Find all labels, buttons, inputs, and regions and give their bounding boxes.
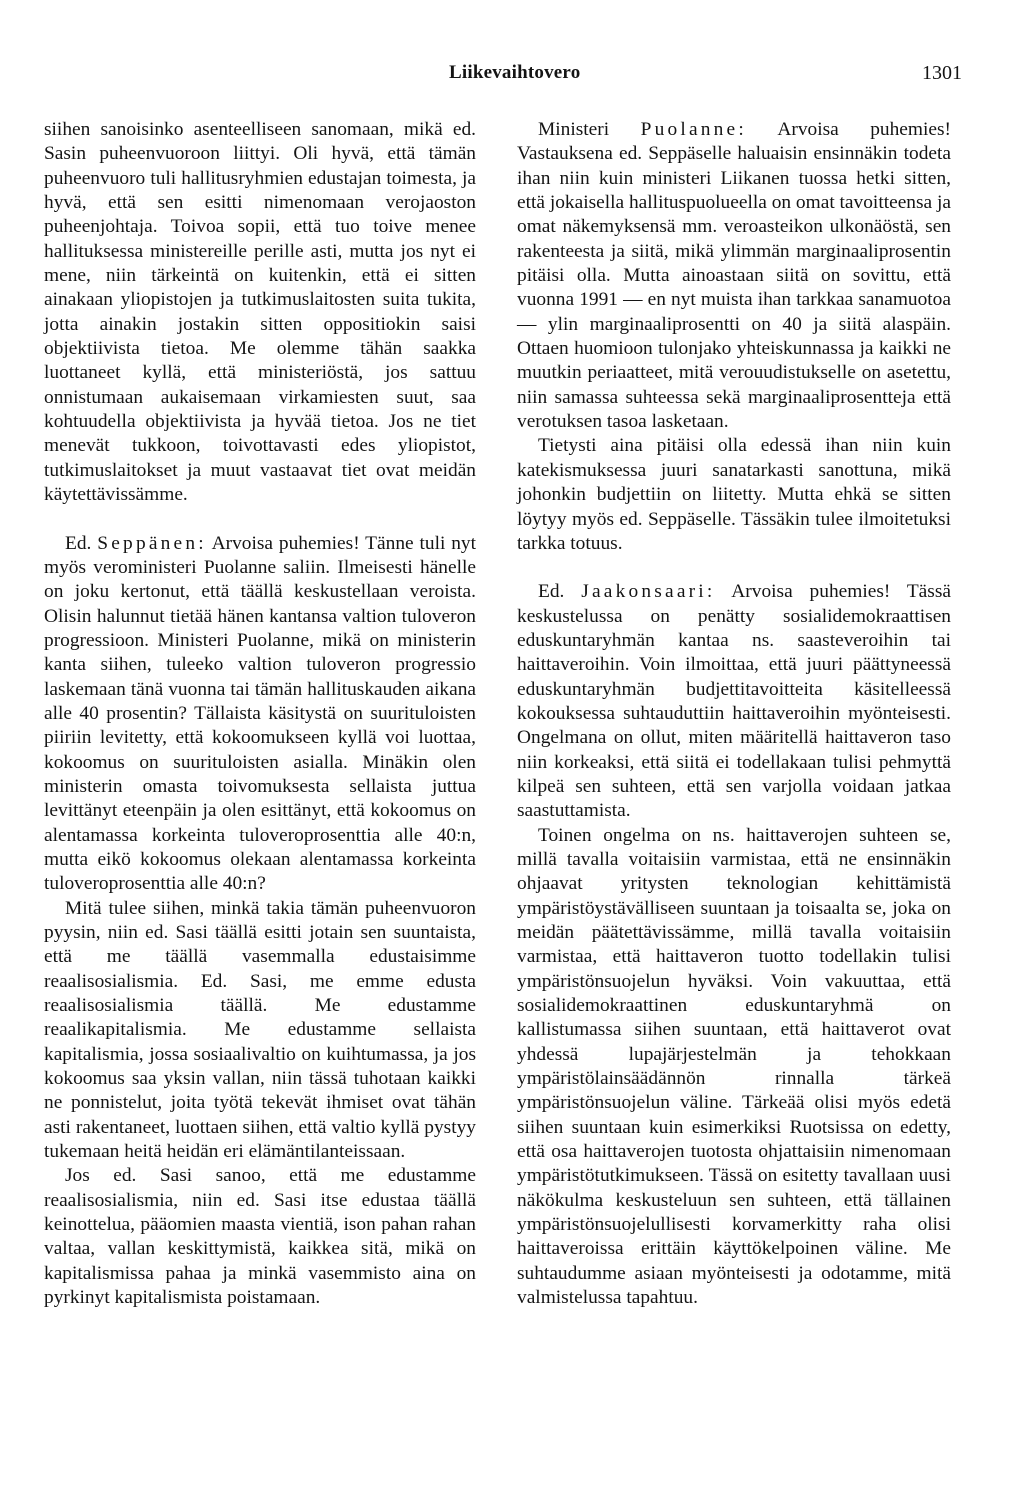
speaker-prefix: Ed. [538,581,565,603]
paragraph: Tietysti aina pitäisi olla edessä ihan niin kuin katekismuksessa juuri sanatarkasti sanottuna, mikä johonkin budjettiin on liitetty. Mutta ehkä se sitten löytyy myös ed. Seppäselle. Tässäkin tulee ilmoitetuksi tarkka totuus. [517,435,951,554]
speech-paragraph [44,532,476,897]
speaker-prefix: Ministeri [538,119,610,140]
running-title: Liikevaihtovero [449,62,581,83]
paragraph: Toinen ongelma on ns. haittaverojen suhteen se, millä tavalla voitaisiin varmistaa, että ne ensinnäkin ohjaavat yritysten teknologian kehittämistä ympäristöystävälliseen suuntaan ja toisaalta se, joka on meidän päätettävissämme, millä tavalla voitaisiin varmistaa, että haittaveron tuotto todellakin tulisi ympäristönsuojelun hyväksi. Voin vakuuttaa, että sosialidemokraattinen eduskuntaryhmä on kallistumassa siihen suuntaan, että haittaverot ovat yhdessä lupajärjestelmän ja tehokkaan ympäristölainsäädännön rinnalla tärkeä ympäristönsuojelun väline. Tärkeää olisi myös edetä siihen suuntaan kuin esimerkiksi Ruotsissa on edetty, että osa haittaverojen tuotosta ohjattaisiin nimenomaan ympäristötutkimukseen. Tässä on esitetty tavallaan uusi näkökulma keskusteluun sen suhteen, että tällainen ympäristönsuojelullisesti korvamerkitty raha olisi haittaveroissa erittäin käyttökelpoinen väline. Me suhtaudumme asiaan myönteisesti ja odotamme, mitä valmistelussa tapahtuu. [517,824,951,1309]
paragraph: siihen sanoisinko asenteelliseen sanomaan, mikä ed. Sasin puheenvuoroon liittyi. Oli hyvä, että tämän puheenvuoro tuli hallitusryhmien edustajan toimesta, ja hyvä, että sen esitti nimenomaan verojaoston puheenjohtaja. Toivoa sopii, että tuo toive menee hallituksessa ministereille perille asti, mutta jos nyt ei mene, niin tärkeintä on kuitenkin, että ei sitten ainakaan yliopistojen ja tutkimuslaitosten suita tukita, jotta ainakin jostakin sitten oppositiokin saisi objektiivista tietoa. Me olemme tähän saakka luottaneet kyllä, että ministeriöstä, jos sattuu onnistumaan aukaisemaan virkamiesten suut, saa kohtuudella objektiivista ja hyvää tietoa. Jos ne tiet menevät tukkoon, toivottavasti edes yliopistot, tutkimuslaitokset ja muut vastaavat tiet ovat meidän käytettävissämme. [44,119,476,506]
speaker-name: Jaakonsaari: [581,581,716,603]
speaker-prefix: Ed. [65,532,92,554]
speech-text: Arvoisa puhemies! Tässä keskustelussa on penätty sosialidemokraattisen eduskuntaryhmän kantaa ns. saasteveroihin tai haittaveroihin. Voin ilmoittaa, että juuri päättyneessä eduskuntaryhmän budjettitavoitteita käsitelleessä kokouksessa suhtauduttiin haittaveroihin myönteisesti. Ongelmana on ollut, miten määritellä haittaveron taso niin korkeaksi, että siitä ei todellakaan tulisi pehmyttä kilpeä sen suhteen, että sen varjolla voidaan jatkaa saastuttamista. [517,581,951,822]
paragraph: Jos ed. Sasi sanoo, että me edustamme reaalisosialismia, niin ed. Sasi itse edustaa täällä keinottelua, pääomien maasta vientiä, ison pahan rahan valtaa, vallan keskittymistä, kaikkea sitä, mikä on kapitalismissa pahaa ja minkä vasemmisto aina on pyrkinyt kapitalismista poistamaan. [44,1165,476,1309]
speech-paragraph [517,118,951,434]
left-column [44,118,476,1311]
speech-text: Arvoisa puhemies! Vastauksena ed. Seppäselle haluaisin ensinnäkin todeta ihan niin kuin ministeri Liikanen tuossa hetki sitten, että jokaisella hallituspuolueella on omat tavoitteensa ja omat näkemyksensä mm. veroasteikon ulkonäöstä, sen rakenteesta ja siitä, mikä ylimmän marginaaliprosentin pitäisi olla. Mutta ainoastaan siitä on sovittu, että vuonna 1991 — en nyt muista ihan tarkkaa sanamuotoa — ylin marginaaliprosentti on 40 ja siitä alaspäin. Ottaen huomioon tulonjako yhteiskunnassa ja kaikki ne muutkin periaatteet, mitä verouudistukselle on asetettu, niin samassa suhteessa sekä marginaaliprosentteja että verotuksen tasoa lasketaan. [517,119,951,433]
speaker-name: Puolanne: [640,119,747,140]
page-header [0,62,1024,92]
speech-text: Arvoisa puhemies! Tänne tuli nyt myös veroministeri Puolanne saliin. Ilmeisesti hänelle on joku kertonut, että täällä keskustellaan veroista. Olisin halunnut tietää hänen kantansa valtion tuloveron progressioon. Ministeri Puolanne, mikä on ministerin kanta siihen, tuleeko valtion tuloveron progressio laskemaan tänä vuonna tai tämän hallituskauden aikana alle 40 prosentin? Tällaista käsitystä on suurituloisten piiriin levitetty, että kokoomukseen kyllä voi luottaa, kokoomus on suurituloisten asialla. Minäkin olen ministerin omasta toivomuksesta sellaista juttua levittänyt eteenpäin ja olen esittänyt, että kokoomus on alentamassa korkeinta tuloveroprosenttia alle 40:n, mutta eikö kokoomus olekaan alentamassa korkeinta tuloveroprosenttia alle 40:n? [44,532,476,895]
speech-paragraph [517,580,951,823]
speaker-name: Seppänen: [97,532,207,554]
right-column [517,118,951,1311]
paragraph: Mitä tulee siihen, minkä takia tämän puheenvuoron pyysin, niin ed. Sasi täällä esitti jotain sen suuntaista, että me täällä vasemmalla edustaisimme reaalisosialismia. Ed. Sasi, me emme edusta reaalisosialismia täällä. Me edustamme reaalikapitalismia. Me edustamme sellaista kapitalismia, jossa sosiaalivaltio on kuihtumassa, ja jos kokoomus saa yksin vallan, niin tässä tuhotaan kaikki ne ponnistelut, joita työtä tekevät ihmiset ovat tähän asti rakentaneet, luottaen siihen, että valtio kyllä pystyy tukemaan heitä heidän eri elämäntilanteissaan. [44,897,476,1163]
page-number: 1301 [922,62,962,84]
